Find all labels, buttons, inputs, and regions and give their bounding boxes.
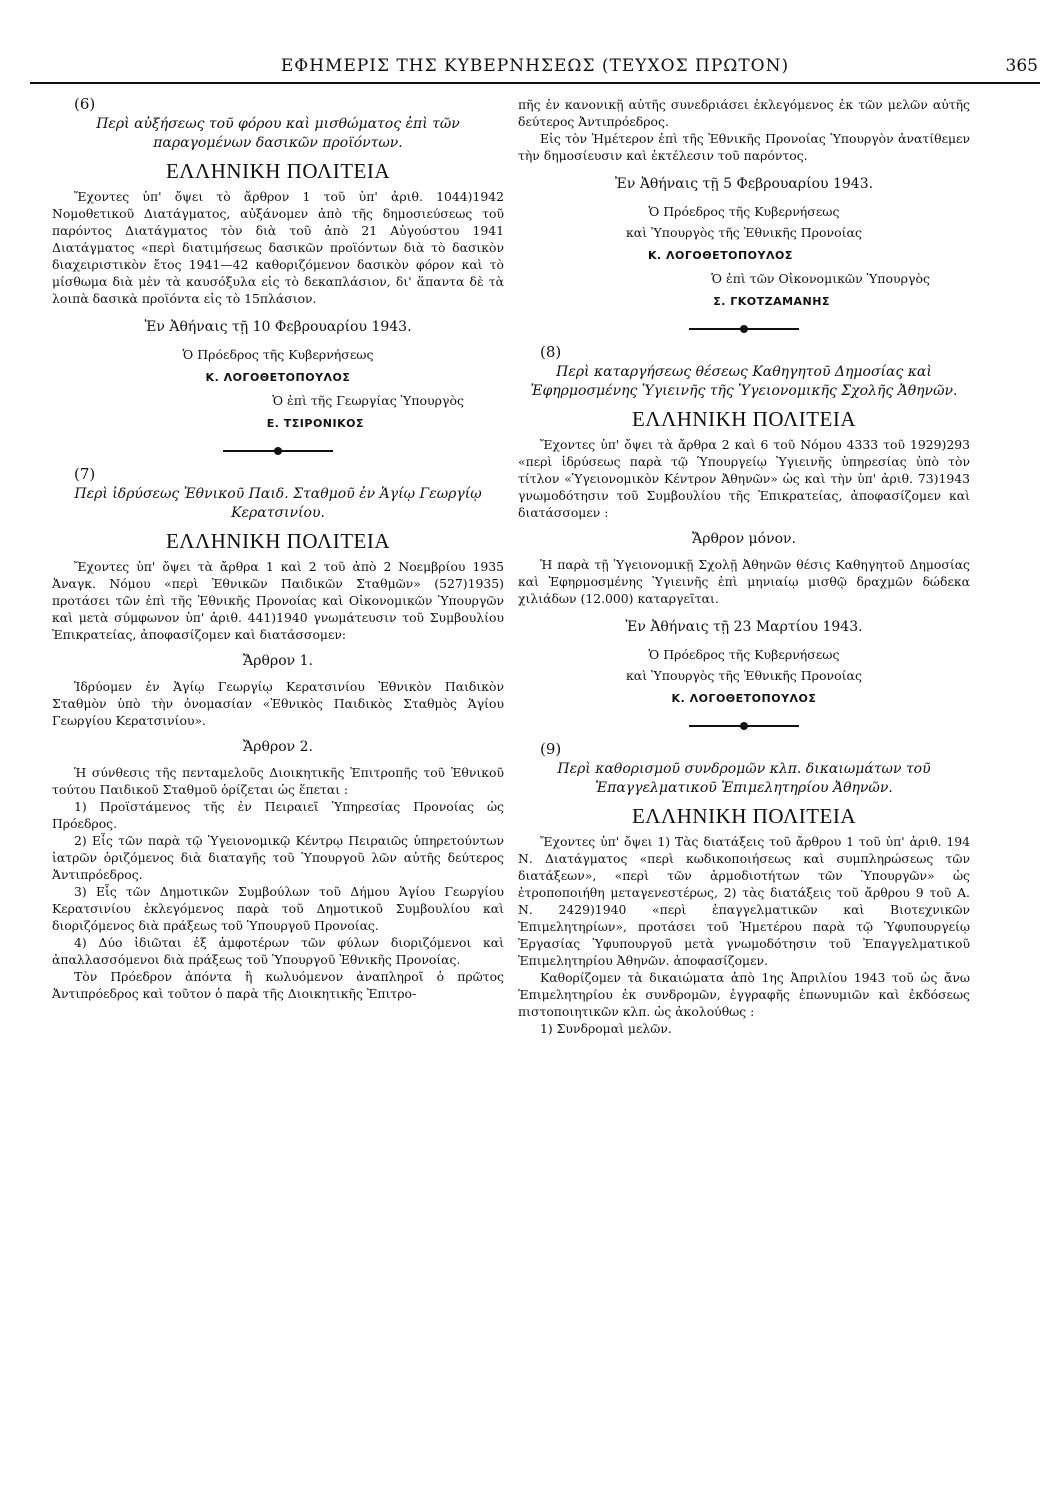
- article-body: Ἡ παρὰ τῇ Ὑγειονομικῇ Σχολῇ Ἀθηνῶν θέσις Καθηγητοῦ Δημοσίας καὶ Ἐφηρμοσμένης Ὑγιεινῆς ἐπὶ μηνιαίῳ μισθῷ δραχμῶν δώδεκα χιλιάδων (12.000) καταργεῖται.: [518, 557, 970, 606]
- signatory-role: Ὁ Πρόεδρος τῆς Κυβερνήσεως: [182, 347, 374, 362]
- article-body: Ἡ σύνθεσις τῆς πενταμελοῦς Διοικητικῆς Ἐπιτροπῆς τοῦ Ἐθνικοῦ τούτου Παιδικοῦ Σταθμοῦ ὁρίζεται ὡς ἕπεται :: [52, 765, 504, 797]
- article-title: Ἄρθρον 1.: [243, 653, 313, 669]
- signatory-name: Κ. ΛΟΓΟΘΕΤΟΠΟΥΛΟΣ: [648, 249, 793, 262]
- decree-subject: Περὶ ἱδρύσεως Ἐθνικοῦ Παιδ. Σταθμοῦ ἐν Ἁγίῳ Γεωργίῳ Κερατσινίου.: [74, 486, 482, 521]
- decree-8: [518, 344, 970, 707]
- decree-heading: ΕΛΛΗΝΙΚΗ ΠΟΛΙΤΕΙΑ: [631, 407, 857, 431]
- signatory-role: καὶ Ὑπουργὸς τῆς Ἐθνικῆς Προνοίας: [625, 668, 862, 683]
- decree-6: [52, 96, 504, 432]
- list-item: 2) Εἷς τῶν παρὰ τῷ Ὑγειονομικῷ Κέντρῳ Πειραιῶς ὑπηρετούντων ἰατρῶν ὁριζόμενος διὰ διαταγῆς τοῦ Ὑπουργοῦ λῶν αὐτῆς δεύτερος Ἀντιπρόεδρος.: [52, 833, 504, 882]
- decree-number: (8): [540, 343, 562, 361]
- signatory-role: Ὁ ἐπὶ τῶν Οἰκονομικῶν Ὑπουργὸς: [711, 271, 930, 286]
- section-divider: [52, 450, 504, 452]
- decree-subject: Περὶ καθορισμοῦ συνδρομῶν κλπ. δικαιωμάτων τοῦ Ἐπαγγελματικοῦ Ἐπιμελητηρίου Ἀθηνῶν.: [557, 761, 931, 796]
- page-header: [30, 52, 1040, 84]
- signatory-name: Ε. ΤΣΙΡΟΝΙΚΟΣ: [266, 417, 364, 430]
- signatory-name: Κ. ΛΟΓΟΘΕΤΟΠΟΥΛΟΣ: [671, 692, 817, 705]
- decree-9: [518, 741, 970, 1037]
- decree-number: (9): [540, 740, 562, 758]
- right-column: [518, 96, 970, 1037]
- signatory-role: Ὁ Πρόεδρος τῆς Κυβερνήσεως: [648, 204, 840, 219]
- decree-number: (6): [74, 95, 96, 113]
- signatory-role: Ὁ ἐπὶ τῆς Γεωργίας Ὑπουργὸς: [272, 393, 464, 408]
- decree-7: [52, 466, 504, 1002]
- signatory-role: Ὁ Πρόεδρος τῆς Κυβερνήσεως: [648, 647, 840, 662]
- article-body: Ἱδρύομεν ἐν Ἁγίῳ Γεωργίῳ Κερατσινίου Ἐθνικὸν Παιδικὸν Σταθμὸν ὑπὸ τὴν ὀνομασίαν «Ἐθνικὸς Παιδικὸς Σταθμὸς Ἁγίου Γεωργίου Κερατσινίου».: [52, 679, 504, 728]
- decree-subject: Περὶ αὐξήσεως τοῦ φόρου καὶ μισθώματος ἐπὶ τῶν παραγομένων δασικῶν προϊόντων.: [96, 116, 460, 151]
- decree-date: Ἐν Ἀθήναις τῇ 23 Μαρτίου 1943.: [625, 619, 863, 635]
- decree-date: Ἐν Ἀθήναις τῇ 10 Φεβρουαρίου 1943.: [144, 319, 412, 335]
- execution-clause: Εἰς τὸν Ἡμέτερον ἐπὶ τῆς Ἐθνικῆς Προνοίας Ὑπουργὸν ἀνατίθεμεν τὴν δημοσίευσιν καὶ ἐκτέλεσιν τοῦ παρόντος.: [518, 131, 970, 163]
- list-item: 1) Συνδρομαὶ μελῶν.: [540, 1021, 672, 1036]
- decree-subject: Περὶ καταργήσεως θέσεως Καθηγητοῦ Δημοσίας καὶ Ἐφηρμοσμένης Ὑγιεινῆς τῆς Ὑγειονομικῆς Σχολῆς Ἀθηνῶν.: [530, 364, 958, 399]
- signatory-role: καὶ Ὑπουργὸς τῆς Ἐθνικῆς Προνοίας: [625, 225, 862, 240]
- signatory-name: Σ. ΓΚΟΤΖΑΜΑΝΗΣ: [713, 295, 830, 308]
- gazette-title: ΕΦΗΜΕΡΙΣ ΤΗΣ ΚΥΒΕΡΝΗΣΕΩΣ (ΤΕΥΧΟΣ ΠΡΩΤΟΝ): [280, 56, 790, 76]
- list-item: 3) Εἷς τῶν Δημοτικῶν Συμβούλων τοῦ Δήμου Ἁγίου Γεωργίου Κερατσινίου ἐκλεγόμενος παρὰ τοῦ Δημοτικοῦ Συμβουλίου καὶ διοριζόμενος διὰ πράξεως τοῦ Ὑπουργοῦ Προνοίας.: [52, 884, 504, 933]
- decree-intro: Ἔχοντες ὑπ' ὄψει τὰ ἄρθρα 2 καὶ 6 τοῦ Νόμου 4333 τοῦ 1929)293 «περὶ ἱδρύσεως παρὰ τῷ Ὑπουργείῳ Ὑγιεινῆς ὑπηρεσίας ὑπὸ τὸν τίτλον «Ὑγειονομικὸν Κέντρον Ἀθηνῶν» ὡς καὶ τὴν ὑπ' ἀριθ. 73)1943 γνωμοδότησιν τοῦ Συμβουλίου τῆς Ἐπικρατείας, ἀποφασίζομεν καὶ διατάσσομεν :: [518, 437, 970, 520]
- page-number: 365: [1005, 56, 1038, 76]
- section-divider: [518, 725, 970, 727]
- continuation-text: πῆς ἐν κανονικῇ αὐτῆς συνεδριάσει ἐκλεγόμενος ἐκ τῶν μελῶν αὐτῆς δεύτερος Ἀντιπρόεδρος.: [518, 97, 970, 129]
- list-item: 1) Προϊστάμενος τῆς ἐν Πειραιεῖ Ὑπηρεσίας Προνοίας ὡς Πρόεδρος.: [52, 799, 504, 831]
- article-title: Ἄρθρον 2.: [243, 739, 313, 755]
- signatory-name: Κ. ΛΟΓΟΘΕΤΟΠΟΥΛΟΣ: [205, 371, 351, 384]
- decree-body: Ἔχοντες ὑπ' ὄψει τὸ ἄρθρον 1 τοῦ ὑπ' ἀριθ. 1044)1942 Νομοθετικοῦ Διατάγματος, αὐξάνομεν ἀπὸ τῆς δημοσιεύσεως τοῦ παρόντος Διατάγματος τὸν διὰ τοῦ ἀπὸ 21 Αὐγούστου 1941 Διατάγματος «περὶ διατιμήσεως δασικῶν προϊόντων διὰ τὸ δασικὸν διαχειριστικὸν ἔτος 1941—42 καθοριζόμενον δασικὸν φόρον καὶ τὸ μίσθωμα διὰ μὲν τὰ καυσόξυλα εἰς τὸ δεκαπλάσιον, δι' ἅπαντα δὲ τὰ λοιπὰ δασικὰ προϊόντα εἰς τὸ 15πλάσιον.: [52, 189, 504, 306]
- decree-number: (7): [74, 465, 96, 483]
- decree-intro: Ἔχοντες ὑπ' ὄψει τὰ ἄρθρα 1 καὶ 2 τοῦ ἀπὸ 2 Νοεμβρίου 1935 Ἀναγκ. Νόμου «περὶ Ἐθνικῶν Παιδικῶν Σταθμῶν» (527)1935) προτάσει τῶν ἐπὶ τῆς Ἐθνικῆς Προνοίας καὶ Οἰκονομικῶν Ὑπουργῶν καὶ μετὰ σύμφωνον ὑπ' ἀριθ. 441)1940 γνωμάτευσιν τοῦ Συμβουλίου Ἐπικρατείας, ἀποφασίζομεν καὶ διατάσσομεν:: [52, 559, 504, 642]
- decree-heading: ΕΛΛΗΝΙΚΗ ΠΟΛΙΤΕΙΑ: [165, 159, 391, 183]
- article-title: Ἄρθρον μόνον.: [692, 531, 796, 547]
- left-column: [52, 96, 504, 1002]
- list-item: 4) Δύο ἰδιῶται ἐξ ἀμφοτέρων τῶν φύλων διοριζόμενοι καὶ ἀπαλλασσόμενοι διὰ πράξεως τοῦ Ὑπουργοῦ Ἐθνικῆς Προνοίας.: [52, 935, 504, 967]
- decree-7-continued: [518, 96, 970, 310]
- decree-heading: ΕΛΛΗΝΙΚΗ ΠΟΛΙΤΕΙΑ: [631, 804, 857, 828]
- decree-intro: Ἔχοντες ὑπ' ὄψει 1) Τὰς διατάξεις τοῦ ἄρθρου 1 τοῦ ὑπ' ἀριθ. 194 Ν. Διατάγματος «περὶ κωδικοποιήσεως καὶ συμπληρώσεως τῶν διατάξεων», «περὶ τῶν ἁρμοδιοτήτων τῶν Ὑπουργῶν» ὡς ἐτροποποιήθη μεταγενεστέρως, 2) τὰς διατάξεις τοῦ ἄρθρου 9 τοῦ Α. Ν. 2429)1940 «περὶ ἐπαγγελματικῶν καὶ Βιοτεχνικῶν Ἐπιμελητηρίων», προτάσει τοῦ Ἡμετέρου παρὰ τῷ Ὑφυπουργείῳ Ἐργασίας Ὑφυπουργοῦ μετὰ γνωμοδότησιν τοῦ Ἐπαγγελματικοῦ Ἐπιμελητηρίου Ἀθηνῶν. ἀποφασίζομεν.: [518, 834, 970, 968]
- decree-body: Καθορίζομεν τὰ δικαιώματα ἀπὸ 1ης Ἀπριλίου 1943 τοῦ ὡς ἄνω Ἐπιμελητηρίου ἐκ συνδρομῶν, ἐγγραφῆς ἐπωνυμιῶν καὶ ἐκδόσεως πιστοποιητικῶν κλπ. ὡς ἀκολούθως :: [518, 970, 970, 1019]
- section-divider: [518, 328, 970, 330]
- decree-closing: Τὸν Πρόεδρον ἀπόντα ἢ κωλυόμενον ἀναπληροῖ ὁ πρῶτος Ἀντιπρόεδρος καὶ τοῦτον ὁ παρὰ τῆς Διοικητικῆς Ἐπιτρο-: [52, 969, 504, 1001]
- decree-date: Ἐν Ἀθήναις τῇ 5 Φεβρουαρίου 1943.: [614, 176, 874, 192]
- decree-heading: ΕΛΛΗΝΙΚΗ ΠΟΛΙΤΕΙΑ: [165, 529, 391, 553]
